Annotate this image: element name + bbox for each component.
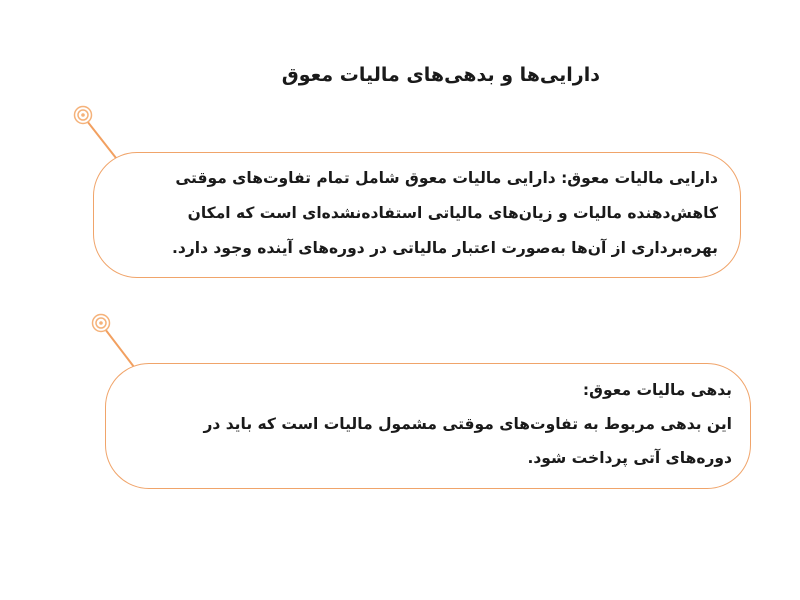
connector-line (105, 329, 134, 367)
box-heading: بدهی مالیات معوق: (582, 381, 732, 399)
deferred-tax-liability-box (105, 363, 751, 489)
connector-line (87, 121, 116, 158)
text-line: این بدهی مربوط به تفاوت‌های موقتی مشمول مالیات است که باید در (203, 415, 732, 433)
deferred-tax-liability-text (120, 373, 732, 475)
pin-marker-icon (93, 315, 110, 332)
text-line: دارایی مالیات معوق: دارایی مالیات معوق شامل تمام تفاوت‌های موقتی (175, 169, 718, 187)
deferred-tax-asset-box (93, 152, 741, 278)
text-line: دوره‌های آتی پرداخت شود. (527, 449, 732, 467)
deferred-tax-asset-text (114, 161, 718, 266)
text-line: بهره‌برداری از آن‌ها به‌صورت اعتبار مالیاتی در دوره‌های آینده وجود دارد. (172, 239, 718, 257)
text-line: کاهش‌دهنده مالیات و زیان‌های مالیاتی استفاده‌نشده‌ای است که امکان (187, 204, 718, 222)
page-title: دارایی‌ها و بدهی‌های مالیات معوق (281, 64, 600, 86)
pin-marker-icon (75, 107, 92, 124)
